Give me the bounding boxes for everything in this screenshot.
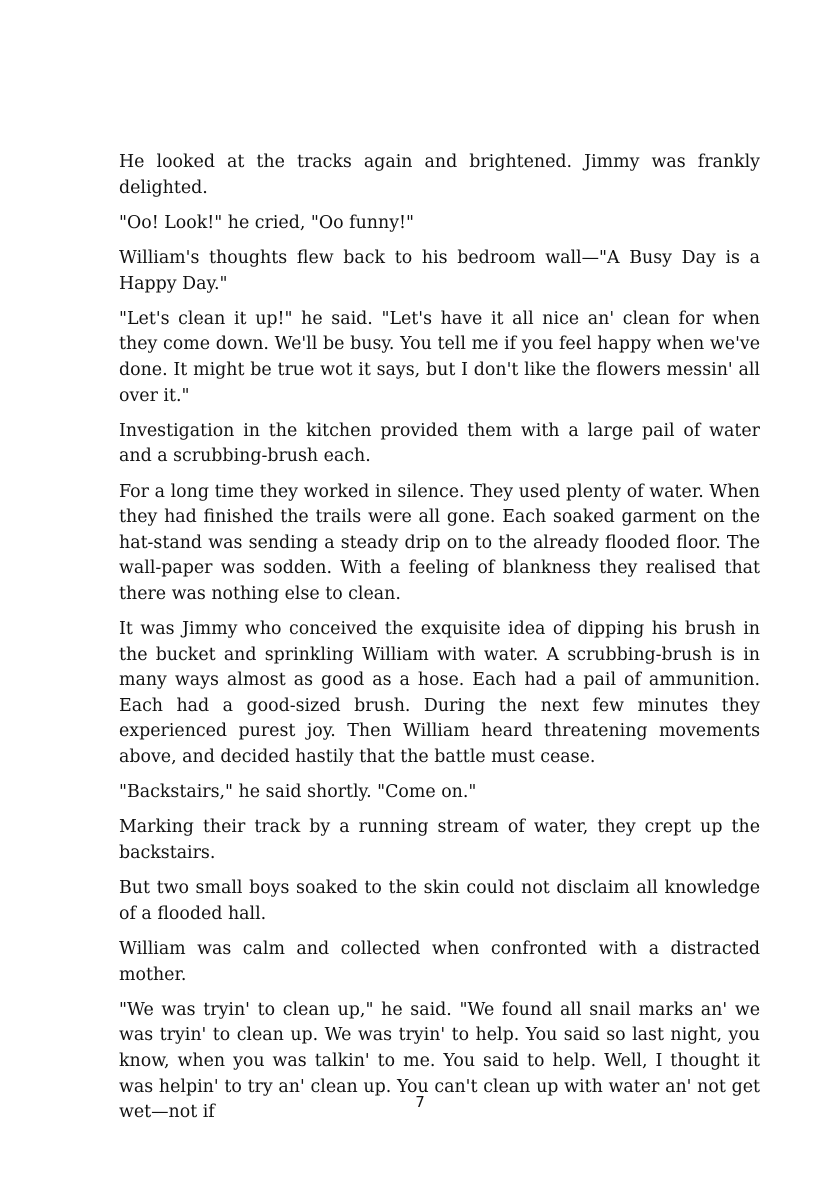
page-number: 7 xyxy=(415,1093,425,1111)
paragraph: William was calm and collected when confronted with a distracted mother. xyxy=(119,938,760,985)
paragraph: It was Jimmy who conceived the exquisite idea of dipping his brush in the bucket and sprinkling William with water. A scrubbing-brush is in many ways almost as good as a hose. Each had a pail of ammunition. Each had a good-sized brush. During the next few minutes they experienced purest joy. Then William heard threatening movements above, and decided hastily that the battle must cease. xyxy=(119,619,760,768)
paragraph: "Oo! Look!" he cried, "Oo funny!" xyxy=(119,212,415,233)
paragraph: Marking their track by a running stream of water, they crept up the backstairs. xyxy=(119,817,760,863)
paragraph: He looked at the tracks again and brightened. Jimmy was frankly delighted. xyxy=(119,152,760,198)
paragraph: William's thoughts flew back to his bedroom wall—"A Busy Day is a Happy Day." xyxy=(119,247,760,294)
paragraph: Investigation in the kitchen provided them with a large pail of water and a scrubbing-brush each. xyxy=(119,420,760,467)
paragraph: "Let's clean it up!" he said. "Let's have it all nice an' clean for when they come down. We'll be busy. You tell me if you feel happy when we've done. It might be true wot it says, but I don't like the flowers messin' all over it." xyxy=(119,308,760,406)
paragraph: "We was tryin' to clean up," he said. "We found all snail marks an' we was tryin' to clean up. We was tryin' to help. You said so last night, you know, when you was talkin' to me. You said to help. Well, I thought it was helpin' to try an' clean up. You can't clean up with water an' not get wet—not if xyxy=(119,999,760,1123)
paragraph: But two small boys soaked to the skin could not disclaim all knowledge of a flooded hall. xyxy=(119,878,760,924)
paragraph: For a long time they worked in silence. They used plenty of water. When they had finished the trails were all gone. Each soaked garment on the hat-stand was sending a steady drip on to the already flooded floor. The wall-paper was sodden. With a feeling of blankness they realised that there was nothing else to clean. xyxy=(119,481,760,604)
body-text xyxy=(119,150,760,1135)
paragraph: "Backstairs," he said shortly. "Come on." xyxy=(119,782,477,803)
